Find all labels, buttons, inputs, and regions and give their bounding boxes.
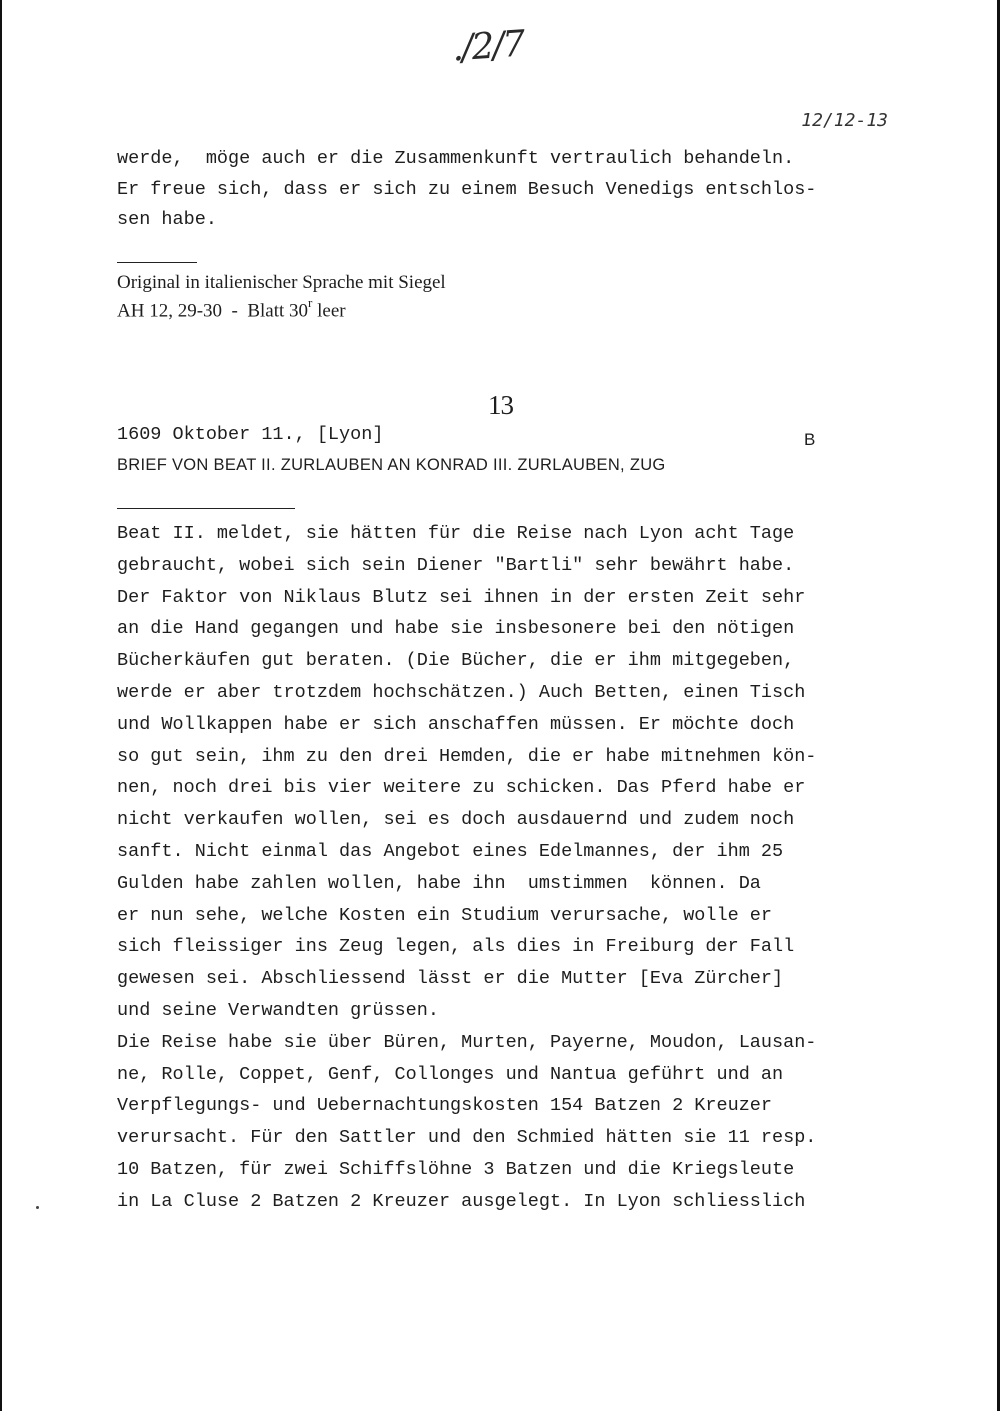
document-date-place: 1609 Oktober 11., [Lyon] — [117, 424, 384, 445]
summary-line: werde er aber trotzdem hochschätzen.) Auch Betten, einen Tisch — [117, 681, 806, 703]
summary-line: verursacht. Für den Sattler und den Schmied hätten sie 11 resp. — [117, 1127, 817, 1149]
text-line: Er freue sich, dass er sich zu einem Besuch Venedigs entschlos- — [117, 178, 817, 200]
handwritten-page-number: ./2/7 — [450, 23, 525, 70]
summary-line: sanft. Nicht einmal das Angebot eines Edelmannes, der ihm 25 — [117, 840, 784, 862]
summary-line: gewesen sei. Abschliessend lässt er die Mutter [Eva Zürcher] — [117, 968, 784, 990]
document-summary — [117, 518, 887, 1218]
summary-line: Der Faktor von Niklaus Blutz sei ihnen in der ersten Zeit sehr — [117, 586, 806, 608]
summary-line: an die Hand gegangen und habe sie insbesonere bei den nötigen — [117, 618, 795, 640]
footnote-rule — [117, 262, 197, 263]
summary-line: sich fleissiger ins Zeug legen, als dies in Freiburg der Fall — [117, 936, 795, 958]
source-note-line: Original in italienischer Sprache mit Siegel — [117, 272, 446, 293]
page-reference: 12/12-13 — [801, 110, 888, 131]
summary-line: nicht verkaufen wollen, sei es doch ausdauernd und zudem noch — [117, 809, 795, 831]
previous-document-ending — [117, 144, 887, 236]
summary-line: Gulden habe zahlen wollen, habe ihn umstimmen können. Da — [117, 872, 761, 894]
text-line: sen habe. — [117, 209, 217, 230]
scan-speck — [36, 1206, 39, 1209]
summary-line: so gut sein, ihm zu den drei Hemden, die er habe mitnehmen kön- — [117, 745, 817, 767]
recto-superscript: r — [308, 295, 313, 310]
document-title: BRIEF VON BEAT II. ZURLAUBEN AN KONRAD III. ZURLAUBEN, ZUG — [117, 456, 666, 474]
source-note — [117, 272, 887, 322]
summary-line: Beat II. meldet, sie hätten für die Reise nach Lyon acht Tage — [117, 523, 795, 544]
document-type-marker: B — [804, 430, 816, 449]
source-note-line — [117, 294, 887, 322]
summary-line: ne, Rolle, Coppet, Genf, Collonges und Nantua geführt und an — [117, 1063, 784, 1085]
summary-line: er nun sehe, welche Kosten ein Studium verursache, wolle er — [117, 904, 773, 926]
summary-line: gebraucht, wobei sich sein Diener "Bartli" sehr bewährt habe. — [117, 554, 795, 576]
summary-line: Die Reise habe sie über Büren, Murten, Payerne, Moudon, Lausan- — [117, 1031, 817, 1053]
summary-line: Bücherkäufen gut beraten. (Die Bücher, die er ihm mitgegeben, — [117, 650, 795, 672]
document-number: 13 — [488, 390, 513, 420]
text-line: werde, möge auch er die Zusammenkunft vertraulich behandeln. — [117, 148, 795, 169]
summary-line: und Wollkappen habe er sich anschaffen müssen. Er möchte doch — [117, 713, 795, 735]
source-reference-suffix: leer — [312, 300, 346, 322]
title-rule — [117, 508, 295, 509]
scan-edge-left — [0, 0, 2, 1411]
summary-line: Verpflegungs- und Uebernachtungskosten 154 Batzen 2 Kreuzer — [117, 1095, 773, 1117]
summary-line: und seine Verwandten grüssen. — [117, 999, 439, 1021]
summary-line: in La Cluse 2 Batzen 2 Kreuzer ausgelegt. In Lyon schliesslich — [117, 1190, 806, 1212]
source-reference: AH 12, 29-30 - Blatt 30 — [117, 300, 309, 322]
summary-line: 10 Batzen, für zwei Schiffslöhne 3 Batzen und die Kriegsleute — [117, 1158, 795, 1180]
summary-line: nen, noch drei bis vier weitere zu schicken. Das Pferd habe er — [117, 777, 806, 799]
